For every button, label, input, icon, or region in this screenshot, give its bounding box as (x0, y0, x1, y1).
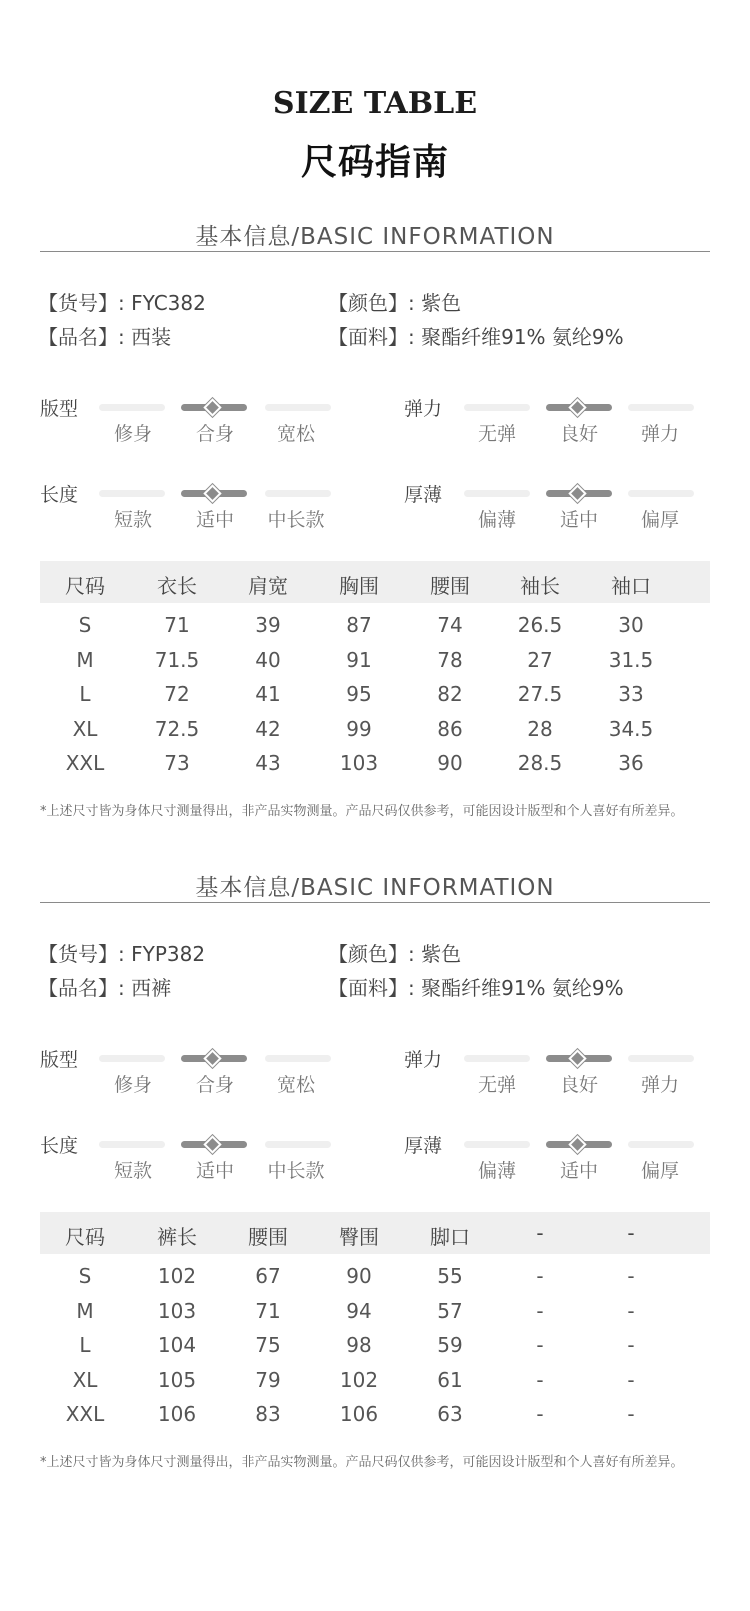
rating-track-selected (546, 1055, 612, 1062)
rating-label: 弹力 (404, 398, 443, 420)
rating-option: 偏薄 (477, 509, 516, 531)
rating-track (99, 1055, 165, 1062)
table-cell: - (536, 1298, 544, 1323)
table-cell: S (78, 613, 92, 637)
table-cell: 59 (437, 1333, 463, 1357)
table-cell: 43 (255, 751, 281, 775)
rating-option: 偏厚 (640, 509, 679, 531)
rating-option: 修身 (113, 1074, 152, 1096)
table-cell: 87 (346, 613, 372, 637)
table-cell: 42 (255, 716, 281, 741)
rating-label: 版型 (40, 1049, 79, 1071)
table-cell: 90 (346, 1264, 372, 1288)
rating-marker-icon (203, 1049, 221, 1067)
table-cell: 26.5 (517, 613, 563, 637)
table-header-cell: 腰围 (248, 1225, 288, 1249)
rating-option: 适中 (559, 1160, 598, 1182)
section-heading: 基本信息/BASIC INFORMATION (195, 875, 555, 901)
title-en: SIZE TABLE (272, 86, 478, 121)
rating-track (628, 490, 694, 497)
rating-track (464, 1055, 530, 1062)
item-name: 【品名】: 西裤 (38, 976, 172, 1000)
table-cell: 99 (346, 716, 372, 741)
table-header-cell: - (536, 1221, 544, 1245)
rating-option: 适中 (195, 509, 234, 531)
table-cell: - (536, 1367, 544, 1392)
table-cell: 31.5 (608, 647, 654, 672)
table-cell: XXL (65, 1402, 105, 1426)
table-cell: 71 (255, 1298, 281, 1323)
rating-option: 合身 (195, 423, 234, 445)
rating-track (99, 404, 165, 411)
table-cell: M (76, 647, 94, 672)
rating-marker-icon (568, 1135, 586, 1153)
rating-track (99, 490, 165, 497)
table-cell: 83 (255, 1402, 281, 1426)
table-cell: 36 (618, 751, 644, 775)
table-cell: 57 (437, 1298, 463, 1323)
table-cell: 82 (437, 682, 463, 706)
section-heading: 基本信息/BASIC INFORMATION (195, 224, 555, 250)
rating-option: 短款 (113, 509, 152, 531)
table-cell: XL (72, 716, 98, 741)
rating-option: 弹力 (640, 1074, 679, 1096)
rating-option: 短款 (113, 1160, 152, 1182)
table-cell: 28.5 (517, 751, 563, 775)
rating-track (265, 490, 331, 497)
table-cell: - (536, 1402, 544, 1426)
rating-marker-icon (568, 398, 586, 416)
table-cell: 90 (437, 751, 463, 775)
table-cell: - (627, 1264, 635, 1288)
rating-option: 适中 (559, 509, 598, 531)
rating-marker-icon (568, 1049, 586, 1067)
rating-track-selected (181, 1141, 247, 1148)
rating-option: 偏厚 (640, 1160, 679, 1182)
rating-label: 弹力 (404, 1049, 443, 1071)
table-cell: 106 (157, 1402, 197, 1426)
table-cell: 95 (346, 682, 372, 706)
table-cell: - (627, 1333, 635, 1357)
rating-option: 中长款 (267, 1160, 325, 1182)
table-cell: 102 (157, 1264, 197, 1288)
rating-option: 偏薄 (477, 1160, 516, 1182)
rating-marker-icon (568, 484, 586, 502)
footnote: *上述尺寸皆为身体尺寸测量得出，非产品实物测量。产品尺码仅供参考，可能因设计版型和个人喜好有所差异。 (40, 804, 684, 819)
table-cell: 61 (437, 1367, 463, 1392)
rating-option: 无弹 (477, 423, 516, 445)
footnote: *上述尺寸皆为身体尺寸测量得出，非产品实物测量。产品尺码仅供参考，可能因设计版型和个人喜好有所差异。 (40, 1455, 684, 1470)
table-cell: 75 (255, 1333, 281, 1357)
table-cell: 104 (157, 1333, 197, 1357)
rating-marker-icon (203, 398, 221, 416)
rating-option: 良好 (559, 423, 598, 445)
table-cell: - (627, 1402, 635, 1426)
table-cell: 94 (346, 1298, 372, 1323)
rating-track (464, 1141, 530, 1148)
table-header-cell: 腰围 (430, 574, 470, 598)
table-cell: XL (72, 1367, 98, 1392)
table-cell: 28 (527, 716, 553, 741)
table-cell: 34.5 (608, 716, 654, 741)
table-cell: 71 (164, 613, 190, 637)
rating-option: 良好 (559, 1074, 598, 1096)
table-cell: 72 (164, 682, 190, 706)
rating-label: 版型 (40, 398, 79, 420)
item-fabric: 【面料】: 聚酯纤维91% 氨纶9% (328, 325, 624, 349)
table-cell: L (79, 1333, 91, 1357)
rating-option: 合身 (195, 1074, 234, 1096)
title-cn: 尺码指南 (300, 142, 449, 183)
rating-option: 无弹 (477, 1074, 516, 1096)
table-cell: - (536, 1264, 544, 1288)
table-cell: 40 (255, 647, 281, 672)
rating-track (628, 404, 694, 411)
table-cell: 73 (164, 751, 190, 775)
item-number: 【货号】: FYP382 (38, 942, 206, 966)
rating-track-selected (546, 490, 612, 497)
rating-label: 厚薄 (404, 1135, 443, 1157)
rating-option: 弹力 (640, 423, 679, 445)
rating-track (99, 1141, 165, 1148)
table-cell: 39 (255, 613, 281, 637)
table-header-cell: - (627, 1221, 635, 1245)
table-header-cell: 臀围 (339, 1225, 379, 1249)
rating-track (464, 404, 530, 411)
rating-marker-icon (203, 1135, 221, 1153)
rating-track-selected (546, 404, 612, 411)
table-cell: 71.5 (154, 647, 200, 672)
table-cell: - (627, 1298, 635, 1323)
rating-track (265, 1141, 331, 1148)
rating-track (265, 404, 331, 411)
table-cell: 103 (157, 1298, 197, 1323)
rating-label: 长度 (40, 484, 79, 506)
section-divider (40, 902, 710, 903)
rating-option: 宽松 (276, 1074, 315, 1096)
rating-track (628, 1055, 694, 1062)
table-header-cell: 裤长 (157, 1225, 197, 1249)
item-name: 【品名】: 西装 (38, 325, 172, 349)
table-cell: M (76, 1298, 94, 1323)
item-number: 【货号】: FYC382 (38, 291, 206, 315)
item-color: 【颜色】: 紫色 (328, 942, 462, 966)
table-header-cell: 袖长 (520, 574, 560, 598)
rating-option: 宽松 (276, 423, 315, 445)
table-cell: 33 (618, 682, 644, 706)
table-cell: 91 (346, 647, 372, 672)
rating-label: 长度 (40, 1135, 79, 1157)
table-cell: 86 (437, 716, 463, 741)
table-cell: 41 (255, 682, 281, 706)
rating-track (628, 1141, 694, 1148)
table-cell: 55 (437, 1264, 463, 1288)
rating-option: 中长款 (267, 509, 325, 531)
item-fabric: 【面料】: 聚酯纤维91% 氨纶9% (328, 976, 624, 1000)
rating-track-selected (181, 1055, 247, 1062)
table-cell: 27 (527, 647, 553, 672)
rating-track (464, 490, 530, 497)
table-cell: 102 (339, 1367, 379, 1392)
table-cell: 74 (437, 613, 463, 637)
table-cell: 103 (339, 751, 379, 775)
item-color: 【颜色】: 紫色 (328, 291, 462, 315)
section-divider (40, 251, 710, 252)
table-cell: XXL (65, 751, 105, 775)
table-cell: 98 (346, 1333, 372, 1357)
table-cell: 67 (255, 1264, 281, 1288)
table-cell: - (627, 1367, 635, 1392)
table-cell: L (79, 682, 91, 706)
rating-track-selected (546, 1141, 612, 1148)
table-cell: 27.5 (517, 682, 563, 706)
table-cell: - (536, 1333, 544, 1357)
table-header-cell: 尺码 (65, 574, 105, 598)
rating-label: 厚薄 (404, 484, 443, 506)
table-header-cell: 衣长 (157, 574, 197, 598)
rating-track-selected (181, 404, 247, 411)
rating-option: 适中 (195, 1160, 234, 1182)
table-header-cell: 肩宽 (248, 574, 288, 598)
table-cell: 72.5 (154, 716, 200, 741)
table-cell: 105 (157, 1367, 197, 1392)
table-cell: 78 (437, 647, 463, 672)
table-cell: 30 (618, 613, 644, 637)
rating-track (265, 1055, 331, 1062)
table-cell: 63 (437, 1402, 463, 1426)
table-cell: 106 (339, 1402, 379, 1426)
table-cell: 79 (255, 1367, 281, 1392)
table-header-cell: 袖口 (611, 574, 651, 598)
table-cell: S (78, 1264, 92, 1288)
table-header-cell: 胸围 (339, 574, 379, 598)
rating-option: 修身 (113, 423, 152, 445)
table-header-cell: 脚口 (430, 1225, 470, 1249)
rating-marker-icon (203, 484, 221, 502)
rating-track-selected (181, 490, 247, 497)
table-header-cell: 尺码 (65, 1225, 105, 1249)
